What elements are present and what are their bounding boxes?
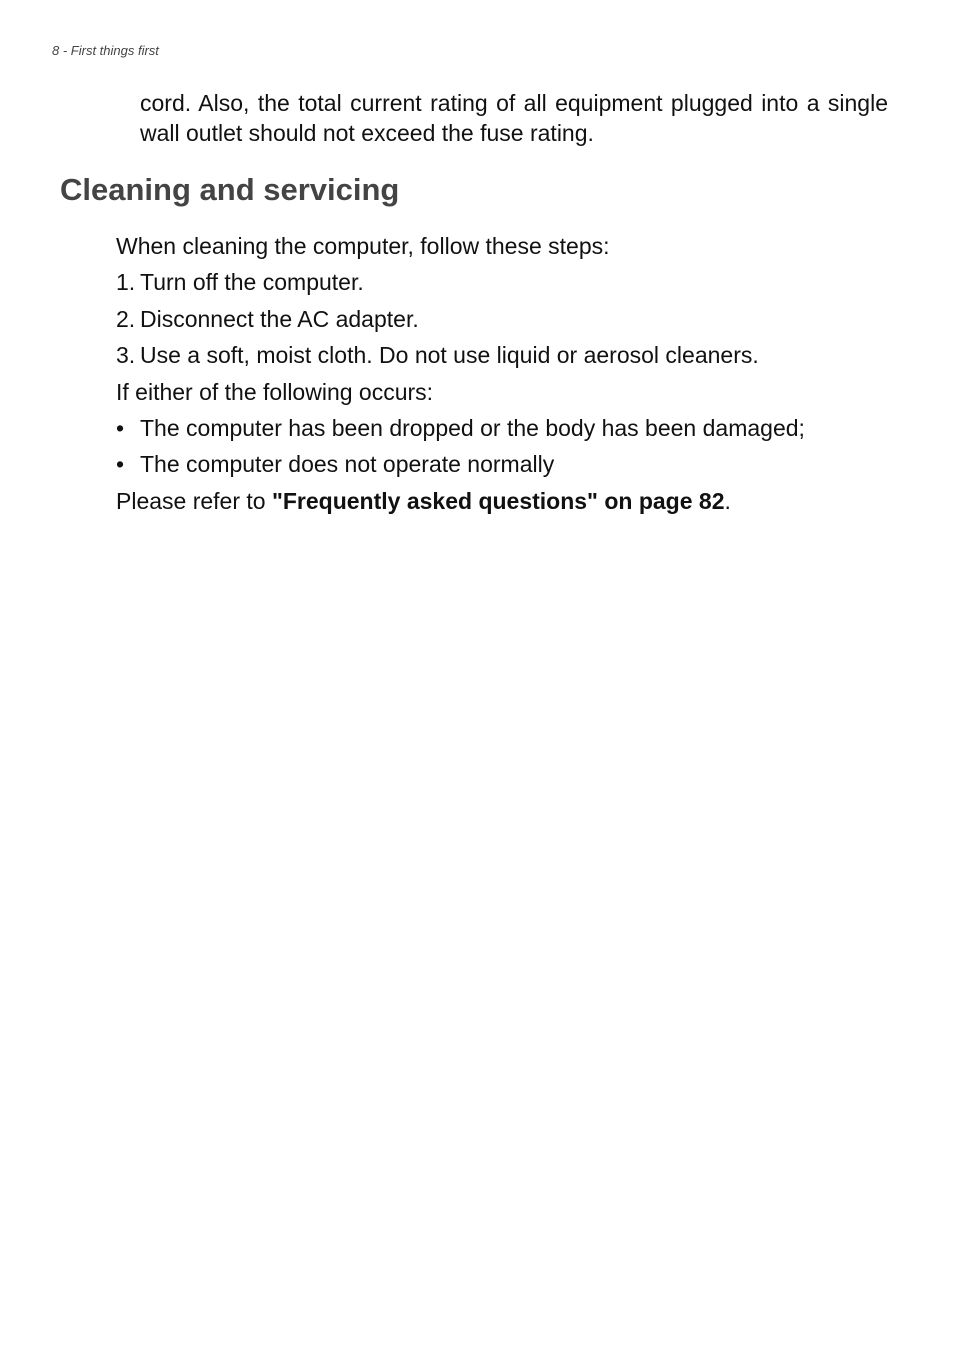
list-item-condition-2 — [116, 448, 896, 484]
step-number: 3. — [116, 342, 136, 369]
step-text: Disconnect the AC adapter. — [140, 305, 419, 332]
step-number: 1. — [116, 269, 136, 296]
list-item-condition-1 — [116, 412, 896, 448]
bullet-icon: • — [116, 451, 125, 478]
conditions-intro: If either of the following occurs: — [116, 378, 434, 405]
condition-text: The computer has been dropped or the body has been damaged; — [140, 414, 805, 441]
list-item-step-3 — [116, 339, 896, 375]
bullet-icon: • — [116, 414, 125, 441]
continued-paragraph: cord. Also, the total current rating of all equipment plugged into a single wall outlet should not exceed the fuse rating. — [140, 90, 888, 146]
steps-intro: When cleaning the computer, follow these steps: — [116, 233, 610, 259]
section-title: Cleaning and servicing — [60, 172, 400, 207]
step-number: 2. — [116, 305, 136, 332]
refer-suffix: . — [724, 487, 731, 514]
list-item-step-1 — [116, 266, 896, 302]
refer-prefix: Please refer to — [116, 487, 272, 514]
refer-line — [116, 485, 896, 521]
page-header: 8 - First things first — [52, 43, 159, 58]
condition-text: The computer does not operate normally — [140, 451, 555, 478]
section-body — [116, 230, 896, 521]
list-item-step-2 — [116, 303, 896, 339]
faq-link[interactable]: "Frequently asked questions" on page 82 — [271, 487, 725, 514]
step-text: Turn off the computer. — [140, 269, 364, 296]
step-text: Use a soft, moist cloth. Do not use liquid or aerosol cleaners. — [140, 342, 759, 369]
